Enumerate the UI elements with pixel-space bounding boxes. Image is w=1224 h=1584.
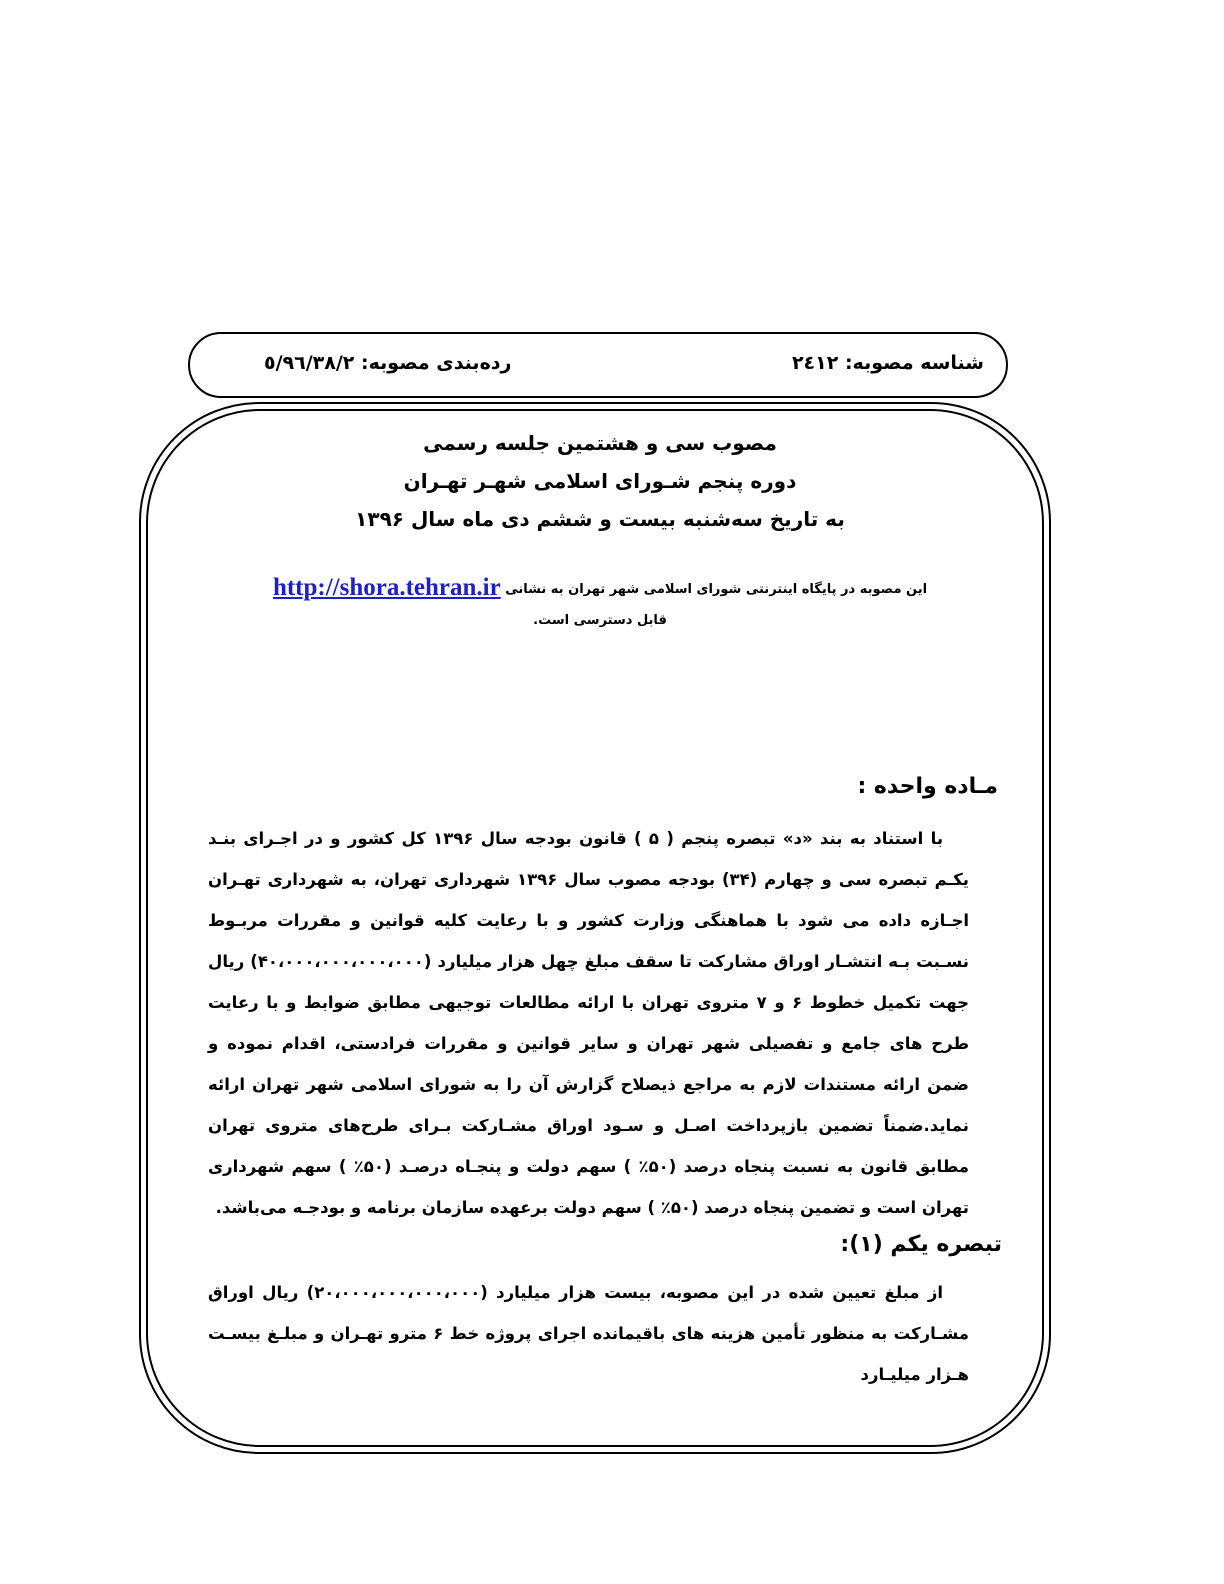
availability-notice [250,568,950,632]
notice-text-after: قابل دسترسی است. [533,613,667,628]
resolution-header-box [188,332,1008,398]
note-1-paragraph: از مبلغ تعیین شده در این مصوبه، بیست هزار میلیارد (۲۰،۰۰۰،۰۰۰،۰۰۰،۰۰۰) ریال اوراق مشـارکت به منظور تأمین هزینه های باقیمانده اجرای پروژه خط ۶ مترو تهـران و مبلـغ بیسـت هـزار میلیـارد [208,1283,970,1384]
title-line-3: به تاریخ سه‌شنبه بیست و ششم دی ماه سال ۱۳۹۶ [355,507,845,531]
council-website-link[interactable]: http://shora.tehran.ir [272,574,501,601]
title-block [250,424,950,538]
article-paragraph: با استناد به بند «د» تبصره پنجم ( ۵ ) قانون بودجه سال ۱۳۹۶ کل کشور و در اجـرای بنـد یکـم تبصره سی و چهارم (۳۴) بودجه مصوب سال ۱۳۹۶ شهرداری تهران، به شهرداری تهـران اجـازه داده می شود با هماهنگی وزارت کشور و با رعایت کلیه قوانین و مقررات مربـوط نسـبت بـه انتشـار اوراق مشارکت تا سقف مبلغ چهل هزار میلیارد (۴۰،۰۰۰،۰۰۰،۰۰۰،۰۰۰) ریال جهت تکمیل خطوط ۶ و ۷ متروی تهران با ارائه مطالعات توجیهی مطابق ضوابط و با رعایت طرح های جامع و تفصیلی شهر تهران و سایر قوانین و مقررات فرادستی، اقدام نموده و ضمن ارائه مستندات لازم به مراجع ذیصلاح گزارش آن را به شورای اسلامی شهر تهران ارائه نماید.ضمناً تضمین بازپرداخت اصـل و سـود اوراق مشـارکت بـرای طرح‌های متروی تهران مطابق قانون به نسبت پنجاه درصد (۵۰٪ ) سهم دولت و پنجـاه درصـد (۵۰٪ ) سهم شهرداری تهران است و تضمین پنجاه درصد (۵۰٪ ) سهم دولت برعهده سازمان برنامه و بودجـه می‌باشد. [208,829,970,1217]
article-body [208,818,969,1228]
title-line-1: مصوب سی و هشتمین جلسه رسمی [423,431,777,455]
title-line-2: دوره پنجم شـورای اسلامی شهـر تهـران [403,469,797,493]
notice-line-1 [250,568,950,610]
note-1-heading: تبصره یکم (۱): [840,1232,1002,1257]
resolution-classification: رده‌بندی مصوبه: ٥/٩٦/٣٨/٢ [264,352,512,374]
note-1-body [208,1272,970,1384]
resolution-id: شناسه مصوبه: ۲٤۱۲ [791,352,984,374]
notice-text-before: این مصوبه در پایگاه اینترنتی شورای اسلامی شهر تهران به نشانی [505,582,928,597]
article-heading: مـاده واحده : [857,774,998,799]
